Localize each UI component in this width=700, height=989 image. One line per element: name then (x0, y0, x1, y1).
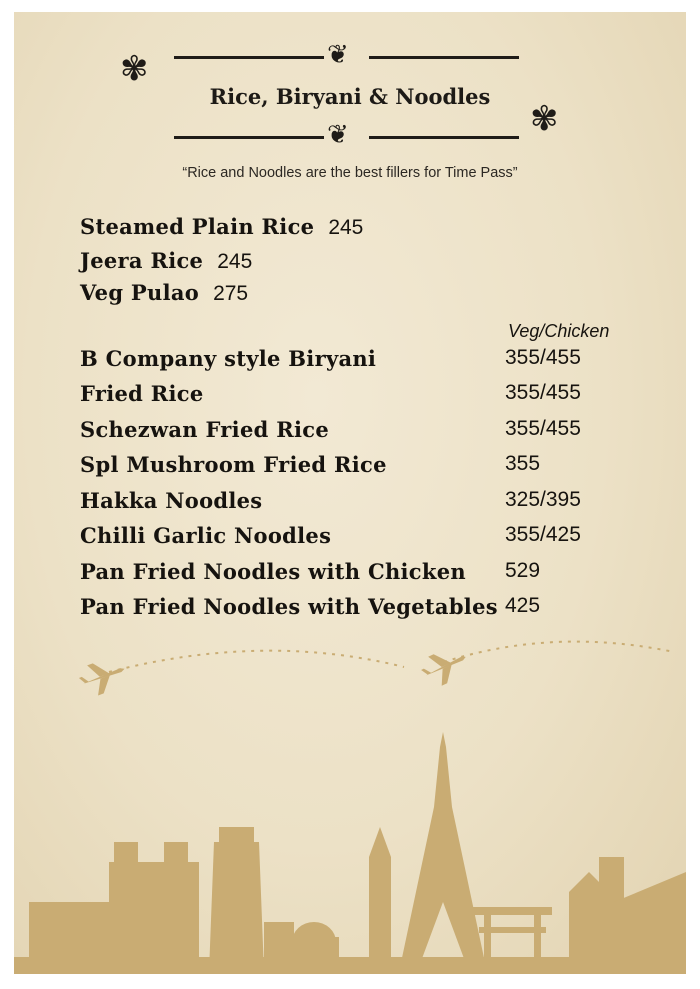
world-landmarks-skyline (14, 572, 686, 974)
menu-item (80, 214, 363, 244)
top-rule-right (369, 56, 519, 59)
item-price: 325/395 (505, 488, 581, 511)
item-price: 355/455 (505, 346, 581, 369)
bottom-rule-right (369, 136, 519, 139)
item-name: Pan Fried Noodles with Chicken (80, 559, 466, 584)
menu-item (80, 523, 331, 553)
flight-path (444, 642, 674, 662)
item-price: 425 (505, 594, 541, 617)
flight-path (109, 651, 404, 672)
floral-ornament-icon: ✾ (120, 49, 149, 89)
item-name: Pan Fried Noodles with Vegetables (80, 594, 498, 619)
item-price: 355/455 (505, 381, 581, 404)
menu-item (80, 417, 329, 447)
item-name: Chilli Garlic Noodles (80, 523, 332, 548)
item-price: 275 (213, 282, 249, 305)
item-name: Veg Pulao (80, 280, 200, 305)
menu-item (80, 346, 376, 376)
airplane-icon (417, 642, 472, 690)
item-price: 355/455 (505, 417, 581, 440)
menu-item (80, 248, 252, 278)
menu-item (80, 452, 387, 482)
flourish-icon: ❦ (327, 40, 349, 70)
floral-ornament-icon: ✾ (530, 99, 559, 139)
airplane-icon (76, 654, 130, 700)
menu-item (80, 381, 204, 411)
tagline: “Rice and Noodles are the best fillers for Time Pass” (182, 165, 518, 181)
item-price: 355 (505, 452, 541, 475)
item-name: B Company style Biryani (80, 346, 377, 371)
menu-item (80, 280, 248, 310)
item-name: Hakka Noodles (80, 488, 263, 513)
item-name: Fried Rice (80, 381, 204, 406)
menu-page (14, 12, 686, 974)
column-header: Veg/Chicken (508, 321, 610, 341)
item-name: Schezwan Fried Rice (80, 417, 329, 442)
item-price: 529 (505, 559, 541, 582)
item-price: 245 (217, 250, 253, 273)
menu-item (80, 488, 262, 518)
section-title: Rice, Biryani & Noodles (209, 84, 491, 109)
bottom-rule-left (174, 136, 324, 139)
top-rule-left (174, 56, 324, 59)
item-name: Jeera Rice (80, 248, 204, 273)
landmarks (14, 732, 686, 974)
item-price: 355/425 (505, 523, 581, 546)
item-price: 245 (328, 216, 364, 239)
item-name: Spl Mushroom Fried Rice (80, 452, 387, 477)
item-name: Steamed Plain Rice (80, 214, 315, 239)
flourish-icon: ❦ (327, 120, 349, 150)
